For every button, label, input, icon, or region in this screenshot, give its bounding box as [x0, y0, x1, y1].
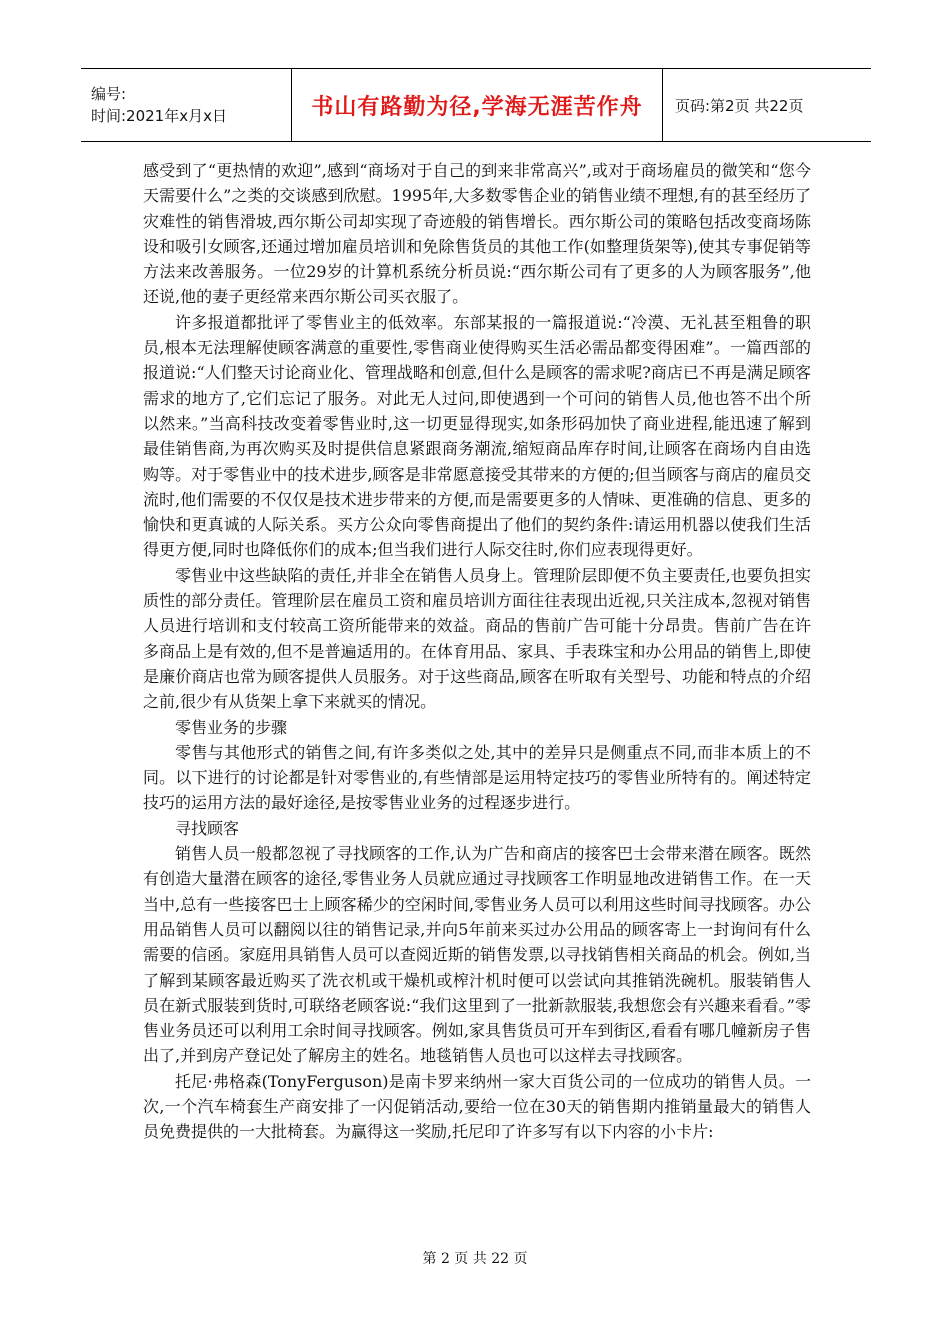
- header-page-cell: [663, 69, 871, 141]
- document-body: [143, 158, 811, 1145]
- motto-text: 书山有路勤为径,学海无涯苦作舟: [311, 94, 643, 120]
- paragraph-3: 零售业中这些缺陷的责任,并非全在销售人员身上。管理阶层即便不负主要责任,也要负担实质性的部分责任。管理阶层在雇员工资和雇员培训方面往往表现出近视,只关注成本,忽视对销售人员进行培训和支付较高工资所能带来的效益。商品的售前广告可能十分昂贵。售前广告在许多商品上是有效的,但不是普遍适用的。在体育用品、家具、手表珠宝和办公用品的销售上,即使是廉价商店也常为顾客提供人员服务。对于这些商品,顾客在听取有关型号、功能和特点的介绍之前,很少有从货架上拿下来就买的情况。: [143, 565, 811, 712]
- section-heading-find-customers: 寻找顾客: [175, 818, 240, 838]
- header-meta: [81, 69, 292, 141]
- section-heading-retail-steps: 零售业务的步骤: [175, 717, 288, 737]
- date-label: 时间:2021年x月x日: [91, 107, 227, 125]
- paragraph-6: 托尼·弗格森(TonyFerguson)是南卡罗来纳州一家大百货公司的一位成功的销售人员。一次,一个汽车椅套生产商安排了一闪促销活动,要给一位在30天的销售期内推销量最大的销售人员免费提供的一大批椅套。为赢得这一奖励,托尼印了许多写有以下内容的小卡片:: [143, 1071, 811, 1142]
- paragraph-2: 许多报道都批评了零售业主的低效率。东部某报的一篇报道说:“冷漠、无礼甚至粗鲁的职员,根本无法理解使顾客满意的重要性,零售商业使得购买生活必需品都变得困难”。一篇西部的报道说:“人们整天讨论商业化、管理战略和创意,但什么是顾客的需求呢?商店已不再是满足顾客需求的地方了,它们忘记了服务。对此无人过问,即使遇到一个可问的销售人员,他也答不出个所以然来。”当高科技改变着零售业时,这一切更显得现实,如条形码加快了商业进程,能迅速了解到最佳销售商,为再次购买及时提供信息紧跟商务潮流,缩短商品库存时间,让顾客在商场内自由选购等。对于零售业中的技术进步,顾客是非常愿意接受其带来的方便的;但当顾客与商店的雇员交流时,他们需要的不仅仅是技术进步带来的方便,而是需要更多的人情味、更准确的信息、更多的愉快和更真诚的人际关系。买方公众向零售商提出了他们的契约条件:请运用机器以使我们生活得更方便,同时也降低你们的成本;但当我们进行人际交往时,你们应表现得更好。: [143, 312, 811, 560]
- paragraph-4: 零售与其他形式的销售之间,有许多类似之处,其中的差异只是侧重点不同,而非本质上的不同。以下进行的讨论都是针对零售业的,有些情部是运用特定技巧的零售业所特有的。阐述特定技巧的运用方法的最好途径,是按零售业业务的过程逐步进行。: [143, 742, 811, 813]
- page-footer: [0, 1248, 950, 1268]
- header-motto-cell: [292, 69, 663, 141]
- number-label: 编号:: [91, 85, 127, 103]
- page-label: 页码:第2页 共22页: [675, 96, 804, 115]
- footer-page-number: 第 2 页 共 22 页: [422, 1251, 528, 1267]
- paragraph-5: 销售人员一般都忽视了寻找顾客的工作,认为广告和商店的接客巴士会带来潜在顾客。既然有创造大量潜在顾客的途径,零售业务人员就应通过寻找顾客工作明显地改进销售工作。在一天当中,总有一些接客巴士上顾客稀少的空闲时间,零售业务人员可以利用这些时间寻找顾客。办公用品销售人员可以翻阅以往的销售记录,并向5年前来买过办公用品的顾客寄上一封询问有什么需要的信函。家庭用具销售人员可以查阅近斯的销售发票,以寻找销售相关商品的机会。例如,当了解到某顾客最近购买了洗衣机或干燥机或榨汁机时便可以尝试向其推销洗碗机。服装销售人员在新式服装到货时,可联络老顾客说:“我们这里到了一批新款服装,我想您会有兴趣来看看。”零售业务员还可以利用工余时间寻找顾客。例如,家具售货员可开车到街区,看看有哪几幢新房子售出了,并到房产登记处了解房主的姓名。地毯销售人员也可以这样去寻找顾客。: [143, 844, 811, 1066]
- paragraph-1: 感受到了“更热情的欢迎”,感到“商场对于自己的到来非常高兴”,或对于商场雇员的微笑和“您今天需要什么”之类的交谈感到欣慰。1995年,大多数零售企业的销售业绩不理想,有的甚至经历了灾难性的销售滑坡,西尔斯公司却实现了奇迹般的销售增长。西尔斯公司的策略包括改变商场陈设和吸引女顾客,还通过增加雇员培训和免除售货员的其他工作(如整理货架等),使其专事促销等方法来改善服务。一位29岁的计算机系统分析员说:“西尔斯公司有了更多的人为顾客服务”,他还说,他的妻子更经常来西尔斯公司买衣服了。: [143, 161, 811, 307]
- page-header: [81, 68, 871, 142]
